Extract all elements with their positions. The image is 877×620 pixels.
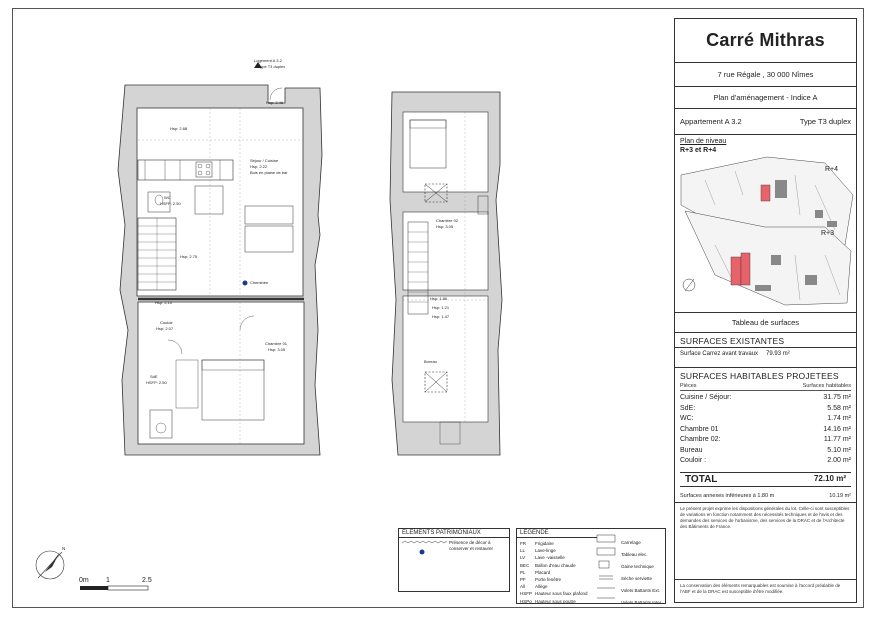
legend-label: Hauteur sous faux plafond — [535, 591, 588, 597]
legend-code: LV — [520, 555, 526, 561]
hsp-186-label: Hsp: 1.86 — [430, 296, 448, 301]
sejour-note-label: Bois en plaine de bar — [250, 170, 288, 175]
patrimoniaux-text: Présence de décor à conserver et restaurer — [449, 540, 494, 551]
total-label: TOTAL — [685, 473, 718, 485]
room-name: Bureau — [680, 446, 703, 454]
cheminee-label: Cheminée — [250, 280, 269, 285]
tableau-title: Tableau de surfaces — [675, 313, 856, 333]
niveau-label: Plan de niveau — [680, 138, 727, 145]
legend-label: Hauteur sous poutre — [535, 598, 576, 604]
legend-label: Ballon d'eau chaude — [535, 562, 576, 568]
room-area: 5.58 m² — [827, 404, 851, 412]
carrez-row — [675, 348, 856, 367]
room-area: 11.77 m² — [823, 436, 851, 443]
zigzag-icon — [402, 539, 450, 553]
title-block — [674, 18, 857, 603]
room-area: 2.00 m² — [827, 457, 851, 464]
existantes-title: SURFACES EXISTANTES — [675, 333, 856, 348]
rooms-table — [675, 391, 856, 469]
legend-code: PL — [520, 569, 526, 575]
project-address: 7 rue Régale , 30 000 Nîmes — [675, 63, 856, 87]
legend-code: BEC — [520, 562, 530, 568]
total-row — [680, 472, 851, 487]
legend-code: PF — [520, 577, 526, 583]
legend-symbol-label: Gaine technique — [621, 564, 654, 569]
patrimoniaux-box — [398, 528, 510, 592]
scale-label-1: 1 — [106, 577, 110, 584]
entry-hsp-label: Hsp: 2.46 — [266, 100, 284, 105]
legend-code: HSFP — [520, 591, 533, 597]
bureau-label: Bureau — [424, 359, 437, 364]
table-row — [680, 435, 851, 446]
legende-title: LEGENDE — [517, 529, 597, 538]
entry-label: Logement A 3.2 — [254, 58, 282, 63]
decor-dot-icon — [419, 549, 425, 555]
apartment-label: Appartement A 3.2 — [680, 117, 742, 126]
legend-symbol-label: Volets Battants Ext. — [621, 588, 661, 593]
plan-r4 — [390, 92, 502, 455]
legend-symbol-label: Sèche serviette — [621, 576, 653, 581]
total-value: 72.10 m² — [813, 473, 846, 483]
entry-type-label: Type T3 duplex — [258, 64, 286, 69]
legend-symbol-label: Volets Battants Inter. — [621, 600, 663, 605]
note-secondary: La conservation des éléments remarquables est soumise à l'accord préalable de l'ABF et de la DRAC est susceptible d'être modifiée. — [675, 579, 856, 598]
room-name: WC: — [680, 415, 694, 422]
table-row — [680, 456, 851, 467]
niveau-levels: R+3 et R+4 — [680, 147, 717, 154]
legend-label: Lave -vaisselle — [535, 555, 565, 561]
legend-code: All — [520, 584, 526, 590]
hsp-121-label: Hsp: 1.21 — [432, 305, 450, 310]
table-row — [680, 393, 851, 404]
legend-label: Porte fenêtre — [535, 577, 562, 583]
scale-bar — [80, 586, 148, 590]
hsp-147-label: Hsp: 1.47 — [432, 314, 450, 319]
room-name: SdE: — [680, 404, 696, 412]
sejour-hsp-label: Hsp: 2.22 — [250, 164, 268, 169]
niveau-panel — [675, 135, 856, 313]
carrez-label: Surface Carrez avant travaux — [680, 351, 759, 357]
legend-code: LL — [520, 548, 526, 554]
projetees-title: SURFACES HABITABLES PROJETEES — [675, 367, 856, 382]
legend-label: Frigidaire — [535, 541, 554, 546]
legende-codes — [520, 540, 532, 605]
tag-r4: R+4 — [825, 166, 839, 173]
room-area: 1.74 m² — [827, 415, 851, 422]
legend-label: Allège — [535, 584, 548, 590]
room-name: Cuisine / Séjour: — [680, 394, 732, 401]
legend-symbols-icon — [595, 533, 623, 603]
table-row — [680, 446, 851, 457]
apartment-row — [675, 109, 856, 135]
legend-code: FR — [520, 541, 526, 546]
chambre01-label: Chambre 01 — [265, 341, 288, 346]
note-main: Le présent projet exprime les dispositions générales du lot. Celle-ci sont susceptibles de variations en fonction notamment des nécessités techniques et de l'avis et des demandes des services de l'urbanisme, des services de la DRAC et de l'Architecte des Bâtiments de France. — [680, 505, 850, 529]
room-area: 14.16 m² — [823, 425, 851, 433]
room-area: 31.75 m² — [823, 394, 851, 401]
carrez-value: 79.93 m² — [766, 351, 790, 357]
hsp-210-label: Hsp: 2.10 — [155, 300, 173, 305]
compass — [36, 546, 65, 579]
legend-label: Lave-linge — [535, 548, 556, 554]
legende-labels — [535, 540, 588, 605]
legende-symbol-labels — [621, 537, 662, 609]
wc-label: WC — [164, 195, 171, 200]
table-row — [680, 414, 851, 425]
annex-value: 10.19 m² — [829, 492, 851, 499]
scale-label-2: 2.5 — [142, 577, 152, 584]
couloir-hsp-label: Hsp: 2.07 — [156, 326, 174, 331]
table-row — [680, 404, 851, 415]
annex-label: Surfaces annexes inférieures à 1.80 m — [680, 492, 775, 499]
chambre02-hsp-label: Hsp: 3.05 — [436, 224, 454, 229]
annex-row — [675, 487, 856, 503]
svg-text:N: N — [62, 546, 66, 551]
col-pieces: Pièces — [680, 383, 697, 389]
tag-r3: R+3 — [821, 230, 835, 237]
couloir-label: Couloir — [160, 320, 173, 325]
room-area: 5.10 m² — [827, 446, 851, 454]
plan-r3 — [118, 58, 322, 455]
legend-code: HSPo — [520, 598, 532, 604]
table-row — [680, 425, 851, 436]
site-plan-mini — [675, 135, 858, 313]
plan-label: Plan d'aménagement - Indice A — [675, 87, 856, 109]
wc-hsp-label: HSFP: 2.50 — [160, 201, 181, 206]
scale-label-0: 0m — [79, 577, 89, 584]
legend-symbol-label: Tableau elec. — [621, 552, 648, 557]
patrimoniaux-title: ELEMENTS PATRIMONIAUX — [399, 529, 509, 538]
legende-box — [516, 528, 666, 604]
chambre01-hsp-label: Hsp: 3.05 — [268, 347, 286, 352]
hsp-top-label: Hsp: 2.88 — [170, 126, 188, 131]
chambre02-label: Chambre 02 — [436, 218, 459, 223]
col-surfaces: Surfaces habitables — [802, 383, 851, 389]
hall-hsp-label: Hsp: 2.75 — [180, 254, 198, 259]
sde-label: SdE — [150, 374, 158, 379]
room-name: Chambre 01 — [680, 425, 719, 433]
apartment-type: Type T3 duplex — [799, 117, 851, 126]
project-title: Carré Mithras — [675, 19, 856, 63]
legend-symbol-label: Carrelage — [621, 540, 641, 545]
table-header — [680, 382, 851, 391]
room-name: Couloir : — [680, 457, 707, 464]
legend-label: Placard — [535, 569, 551, 575]
room-name: Chambre 02: — [680, 436, 721, 443]
sde-hsp-label: HSFP: 2.50 — [146, 380, 167, 385]
sejour-label: Séjour / Cuisine — [250, 158, 279, 163]
